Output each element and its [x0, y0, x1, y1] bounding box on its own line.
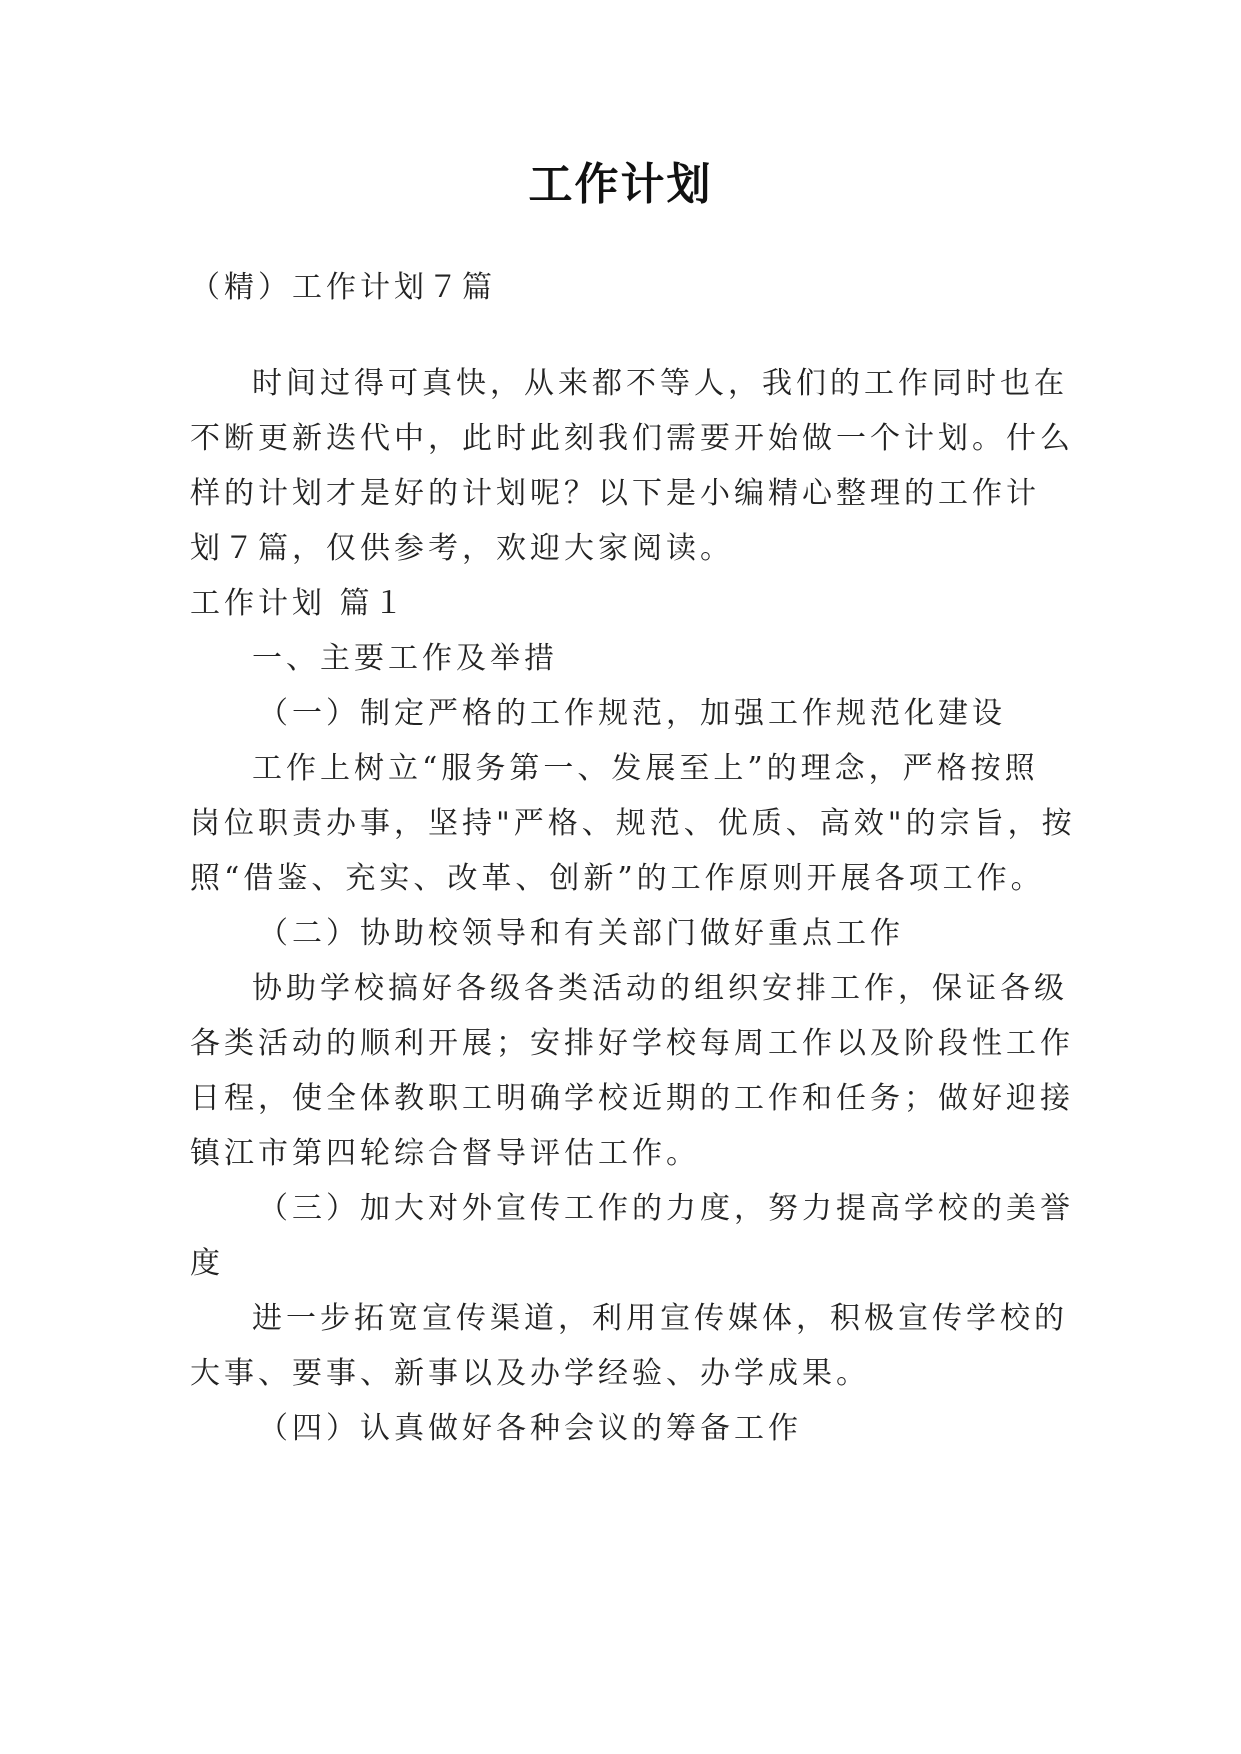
section-heading: 工作计划 篇１ — [190, 586, 408, 621]
paragraph-line: 照“借鉴、充实、改革、创新”的工作原则开展各项工作。 — [190, 861, 1045, 896]
paragraph-line: 各类活动的顺利开展；安排好学校每周工作以及阶段性工作 — [190, 1026, 1074, 1061]
paragraph-line: 工作上树立“服务第一、发展至上”的理念，严格按照 — [252, 751, 1039, 786]
subsection-heading: （三）加大对外宣传工作的力度，努力提高学校的美誉 — [258, 1191, 1074, 1226]
subsection-heading: （一）制定严格的工作规范，加强工作规范化建设 — [258, 696, 1006, 731]
paragraph-line: 划７篇，仅供参考，欢迎大家阅读。 — [190, 531, 734, 566]
subsection-heading: （二）协助校领导和有关部门做好重点工作 — [258, 916, 904, 951]
paragraph-line: 时间过得可真快，从来都不等人，我们的工作同时也在 — [252, 366, 1068, 401]
paragraph-line: 日程，使全体教职工明确学校近期的工作和任务；做好迎接 — [190, 1081, 1074, 1116]
paragraph-line: 不断更新迭代中，此时此刻我们需要开始做一个计划。什么 — [190, 421, 1074, 456]
paragraph-line: 度 — [190, 1246, 224, 1281]
paragraph-line: 协助学校搞好各级各类活动的组织安排工作，保证各级 — [252, 971, 1068, 1006]
paragraph-line: 岗位职责办事，坚持"严格、规范、优质、高效"的宗旨，按 — [190, 806, 1076, 841]
paragraph-line: 进一步拓宽宣传渠道，利用宣传媒体，积极宣传学校的 — [252, 1301, 1068, 1336]
paragraph-line: 样的计划才是好的计划呢？以下是小编精心整理的工作计 — [190, 476, 1040, 511]
subsection-heading: 一、主要工作及举措 — [252, 641, 558, 676]
subsection-heading: （四）认真做好各种会议的筹备工作 — [258, 1411, 802, 1446]
paragraph-line: 大事、要事、新事以及办学经验、办学成果。 — [190, 1356, 870, 1391]
paragraph-line: 镇江市第四轮综合督导评估工作。 — [190, 1136, 700, 1171]
document-title: 工作计划 — [528, 159, 713, 210]
document-subtitle: （精）工作计划７篇 — [190, 270, 496, 305]
